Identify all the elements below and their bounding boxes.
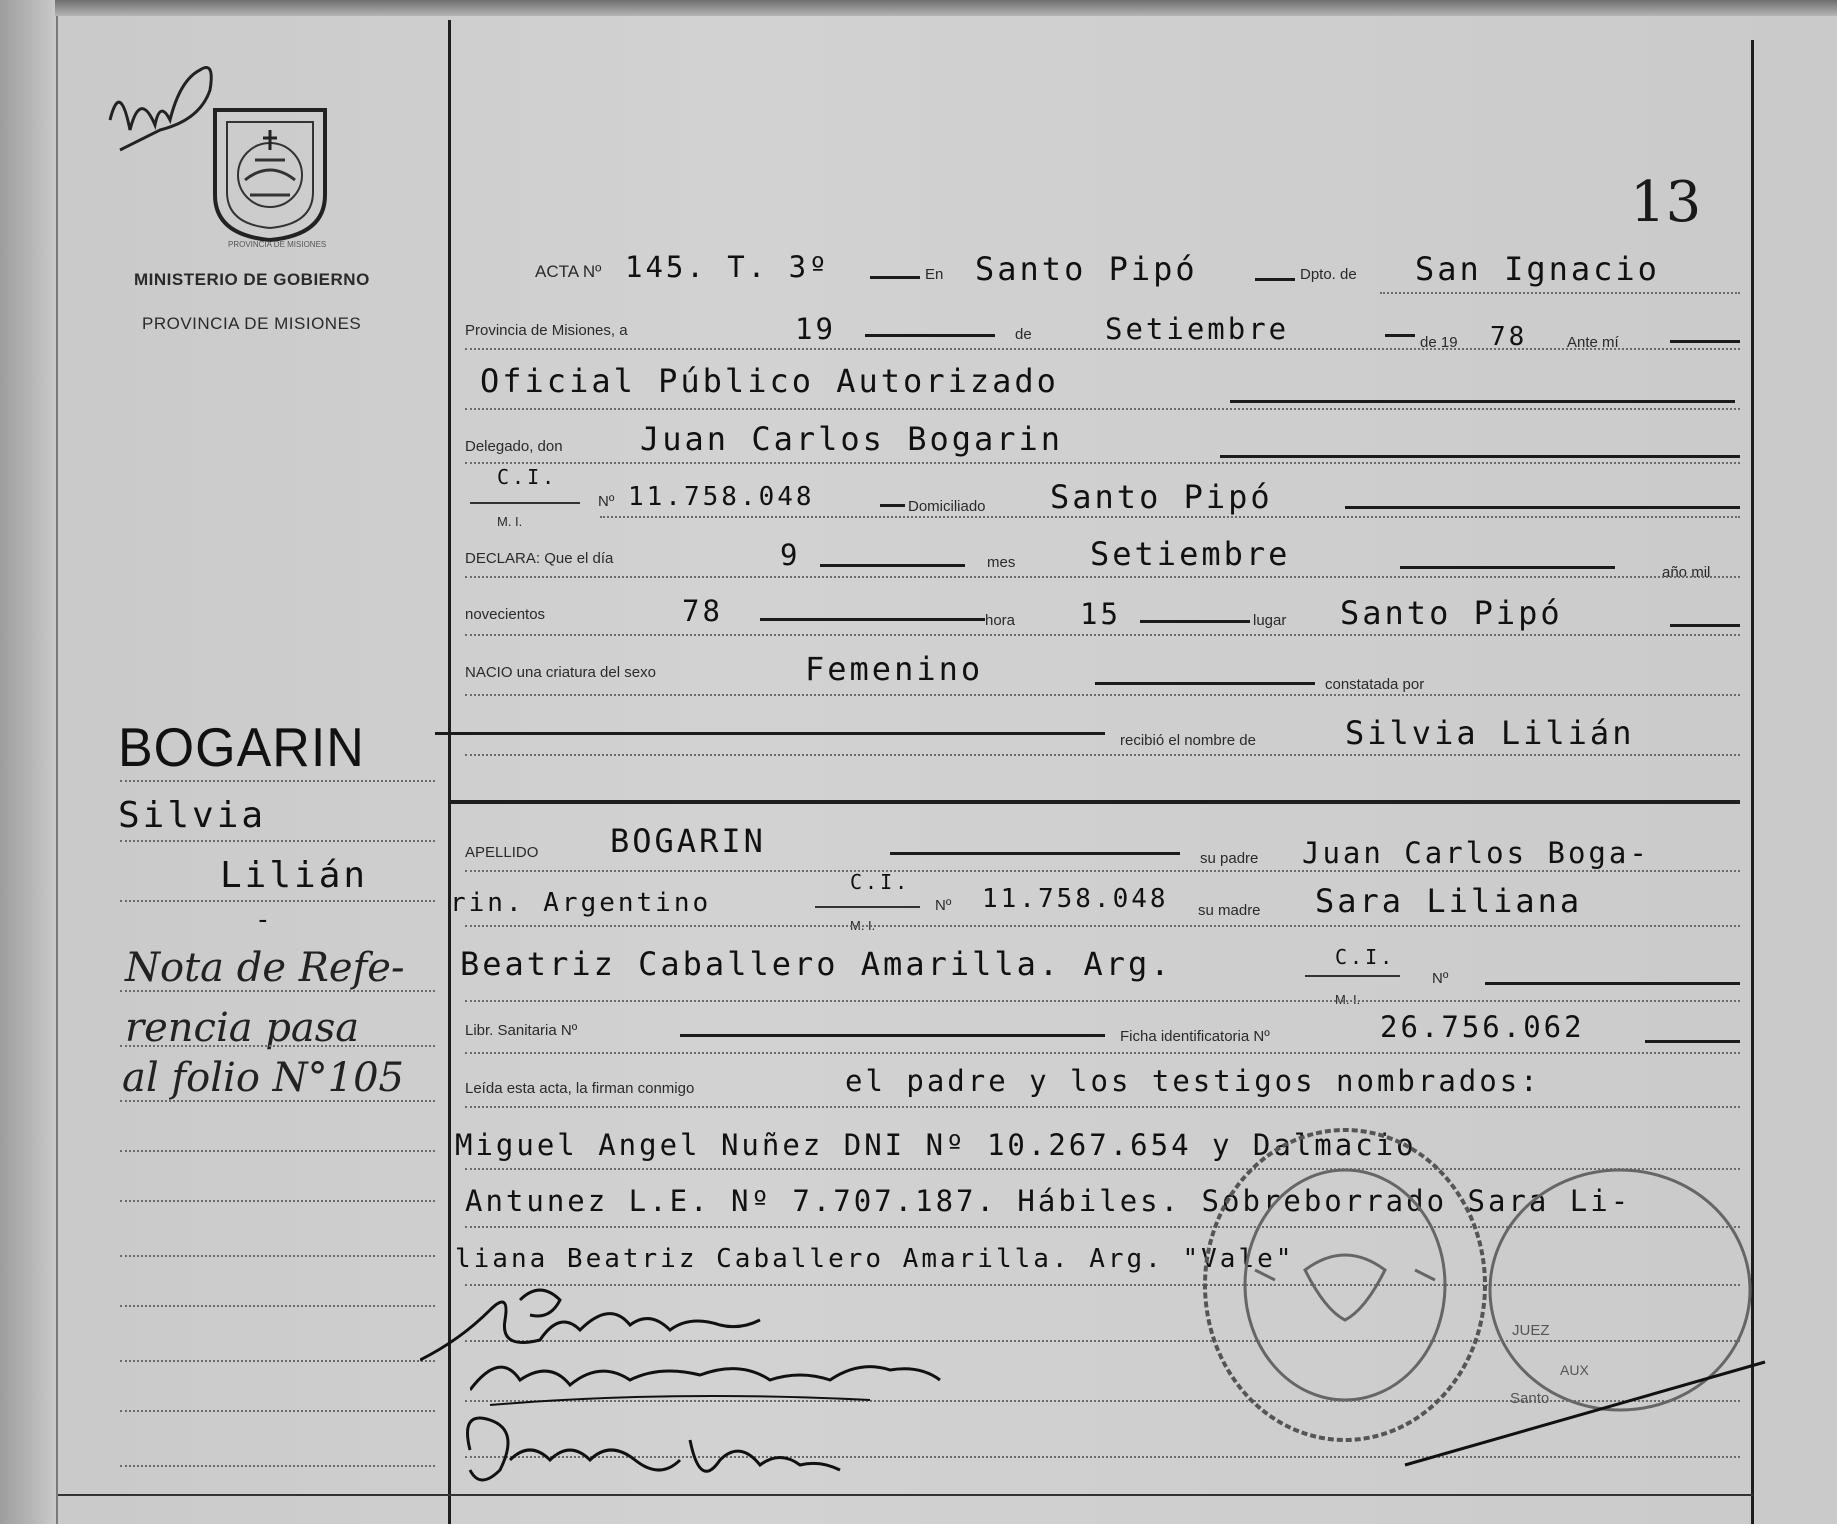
province-title: PROVINCIA DE MISIONES xyxy=(142,314,362,333)
dots-row-1 xyxy=(1380,292,1740,294)
margin-surname: BOGARIN xyxy=(118,717,365,779)
label-lugar: lugar xyxy=(1253,612,1287,629)
dots-row-11 xyxy=(465,925,1740,927)
rule-madre-no xyxy=(1485,982,1740,985)
margin-dotted-line xyxy=(120,840,435,842)
cross-out-stroke-icon xyxy=(1400,1360,1770,1470)
province-seal-icon xyxy=(205,100,335,245)
rule-dia-nac xyxy=(820,564,965,567)
label-nacio: NACIO una criatura del sexo xyxy=(465,664,656,681)
page-number: 13 xyxy=(1630,170,1702,235)
rule-recibio xyxy=(435,732,1105,735)
field-mi-numero: 11.758.048 xyxy=(628,482,815,512)
rule-sexo xyxy=(1095,682,1315,685)
label-de: de xyxy=(1015,326,1032,343)
rule-oficial xyxy=(1230,400,1735,403)
field-hora-nac: 15 xyxy=(1080,597,1121,631)
field-doc-tipo: C.I. xyxy=(497,465,558,489)
rule-mes-acta xyxy=(1385,334,1415,337)
dots-row-6 xyxy=(465,576,1740,578)
dots-row-9 xyxy=(465,754,1740,756)
label-delegado: Delegado, don xyxy=(465,438,563,455)
field-en: Santo Pipó xyxy=(975,250,1198,288)
left-margin-line xyxy=(56,16,58,1524)
rule-anio-nac xyxy=(760,618,985,621)
label-dpto: Dpto. de xyxy=(1300,266,1357,283)
label-su-madre: su madre xyxy=(1198,902,1261,919)
ministry-title: MINISTERIO DE GOBIERNO xyxy=(134,270,370,289)
label-acta: ACTA Nº xyxy=(535,262,602,281)
field-sexo: Femenino xyxy=(805,650,984,688)
label-mes: mes xyxy=(987,554,1016,571)
label-anio-mil: año mil xyxy=(1662,564,1711,581)
field-nombre: Silvia Lilián xyxy=(1345,714,1635,752)
margin-first-name: Silvia xyxy=(118,795,267,836)
dots-row-14 xyxy=(465,1106,1740,1108)
margin-dotted-line xyxy=(120,990,435,992)
margin-dotted-line xyxy=(120,1255,435,1257)
margin-dotted-line xyxy=(120,1150,435,1152)
margin-dotted-line xyxy=(120,1465,435,1467)
margin-dotted-line xyxy=(120,780,435,782)
field-madre-2: Beatriz Caballero Amarilla. Arg. xyxy=(460,945,1173,983)
label-mi: M. I. xyxy=(497,514,523,529)
label-domiciliado: Domiciliado xyxy=(908,498,986,515)
label-ficha: Ficha identificatoria Nº xyxy=(1120,1028,1270,1045)
label-padre-mi: M. I. xyxy=(850,918,876,933)
field-dia-nac: 9 xyxy=(780,538,801,572)
rule-delegado xyxy=(1220,455,1740,458)
label-su-padre: su padre xyxy=(1200,850,1259,867)
field-anio-nac: 78 xyxy=(682,594,723,628)
rule-padre-mi xyxy=(815,906,920,908)
dots-row-3 xyxy=(465,408,1740,410)
margin-second-name: Lilián xyxy=(220,855,369,896)
dots-row-2 xyxy=(465,348,1740,350)
field-apellido: BOGARIN xyxy=(610,822,766,860)
rule-libr-sanitaria xyxy=(680,1034,1105,1037)
stamp-place: Santo xyxy=(1510,1390,1550,1407)
rule-mi xyxy=(470,502,580,504)
label-de19: de 19 xyxy=(1420,334,1458,351)
dots-row-13 xyxy=(465,1052,1740,1054)
field-mes-nac: Setiembre xyxy=(1090,535,1291,573)
label-novecientos: novecientos xyxy=(465,606,546,623)
field-domicilio: Santo Pipó xyxy=(1050,478,1273,516)
rule-ficha xyxy=(1645,1040,1740,1043)
field-dpto: San Ignacio xyxy=(1415,250,1660,288)
label-libr-sanitaria: Libr. Sanitaria Nº xyxy=(465,1022,578,1039)
rule-dia xyxy=(865,334,995,337)
field-firma-4: liana Beatriz Caballero Amarilla. Arg. "Vale" xyxy=(455,1244,1295,1274)
field-firma-2: Miguel Angel Nuñez DNI Nº 10.267.654 y Dalmacio xyxy=(455,1128,1417,1162)
initials-signature-icon xyxy=(100,40,220,160)
label-madre-mi: M. I. xyxy=(1335,992,1361,1007)
margin-dotted-line xyxy=(120,1410,435,1412)
dots-row-10 xyxy=(465,870,1740,872)
stamp-sub: AUX xyxy=(1560,1362,1589,1378)
section-divider xyxy=(450,800,1740,804)
page-left-edge xyxy=(0,0,55,1524)
rule-apellido xyxy=(890,852,1180,855)
rule-ante-mi xyxy=(1670,340,1740,343)
label-declara: DECLARA: Que el día xyxy=(465,550,614,567)
dots-row-8 xyxy=(465,694,1740,696)
rule-domicilio xyxy=(1345,506,1740,509)
field-padre-1: Juan Carlos Boga- xyxy=(1302,836,1650,870)
margin-dotted-line xyxy=(120,1045,435,1047)
dots-row-5 xyxy=(600,516,1740,518)
label-hora: hora xyxy=(985,612,1016,629)
margin-note-line-1: Nota de Refe- xyxy=(125,945,405,991)
label-ante-mi: Ante mí xyxy=(1567,334,1619,351)
rule-mi-numero xyxy=(880,504,905,507)
field-padre-2: rin. Argentino xyxy=(450,888,712,918)
label-en: En xyxy=(925,266,944,283)
margin-note-line-3: al folio N°105 xyxy=(122,1055,404,1101)
field-padre-doc: C.I. xyxy=(850,870,911,894)
margin-dotted-line xyxy=(120,1100,435,1102)
margin-dotted-line xyxy=(120,1200,435,1202)
field-madre-doc: C.I. xyxy=(1335,945,1396,969)
rule-madre-mi xyxy=(1305,975,1400,977)
field-firma-1: el padre y los testigos nombrados: xyxy=(845,1064,1541,1098)
field-delegado: Juan Carlos Bogarin xyxy=(640,420,1064,458)
seal-caption: PROVINCIA DE MISIONES xyxy=(228,240,327,249)
rule-lugar-nac xyxy=(1670,624,1740,627)
field-oficial: Oficial Público Autorizado xyxy=(480,362,1059,400)
margin-dotted-line xyxy=(120,1360,435,1362)
rule-acta xyxy=(870,276,920,279)
dots-row-7 xyxy=(465,634,1740,636)
field-acta-no: 145. T. 3º xyxy=(625,250,830,284)
label-madre-no: Nº xyxy=(1432,970,1449,987)
field-madre-1: Sara Liliana xyxy=(1315,882,1583,920)
rule-mes-nac xyxy=(1400,566,1615,569)
dots-row-4 xyxy=(465,462,1740,464)
field-dia: 19 xyxy=(795,312,836,346)
bottom-rule xyxy=(58,1494,1753,1496)
label-no: Nº xyxy=(598,493,615,510)
field-ficha-no: 26.756.062 xyxy=(1380,1010,1585,1044)
label-leida: Leída esta acta, la firman conmigo xyxy=(465,1080,695,1097)
label-padre-no: Nº xyxy=(935,897,952,914)
page-top-edge xyxy=(0,0,1837,16)
margin-dotted-line xyxy=(120,1305,435,1307)
label-apellido: APELLIDO xyxy=(465,844,539,861)
label-recibio: recibió el nombre de xyxy=(1120,732,1256,749)
label-constatada: constatada por xyxy=(1325,676,1425,693)
rule-hora-nac xyxy=(1140,620,1250,623)
margin-note-line-2: rencia pasa xyxy=(125,1005,360,1051)
label-provincia: Provincia de Misiones, a xyxy=(465,322,628,339)
dots-row-12 xyxy=(465,1000,1740,1002)
field-mes-acta: Setiembre xyxy=(1105,312,1290,346)
margin-dash: - xyxy=(255,905,274,935)
field-padre-no: 11.758.048 xyxy=(982,884,1169,914)
field-firma-3: Antunez L.E. Nº 7.707.187. Hábiles. Sobreborrado Sara Li- xyxy=(465,1184,1632,1218)
margin-dotted-line xyxy=(120,900,435,902)
field-lugar-nac: Santo Pipó xyxy=(1340,594,1563,632)
stamp-title: JUEZ xyxy=(1512,1322,1550,1339)
field-anio-acta: 78 xyxy=(1490,322,1528,352)
rule-en xyxy=(1255,278,1295,281)
